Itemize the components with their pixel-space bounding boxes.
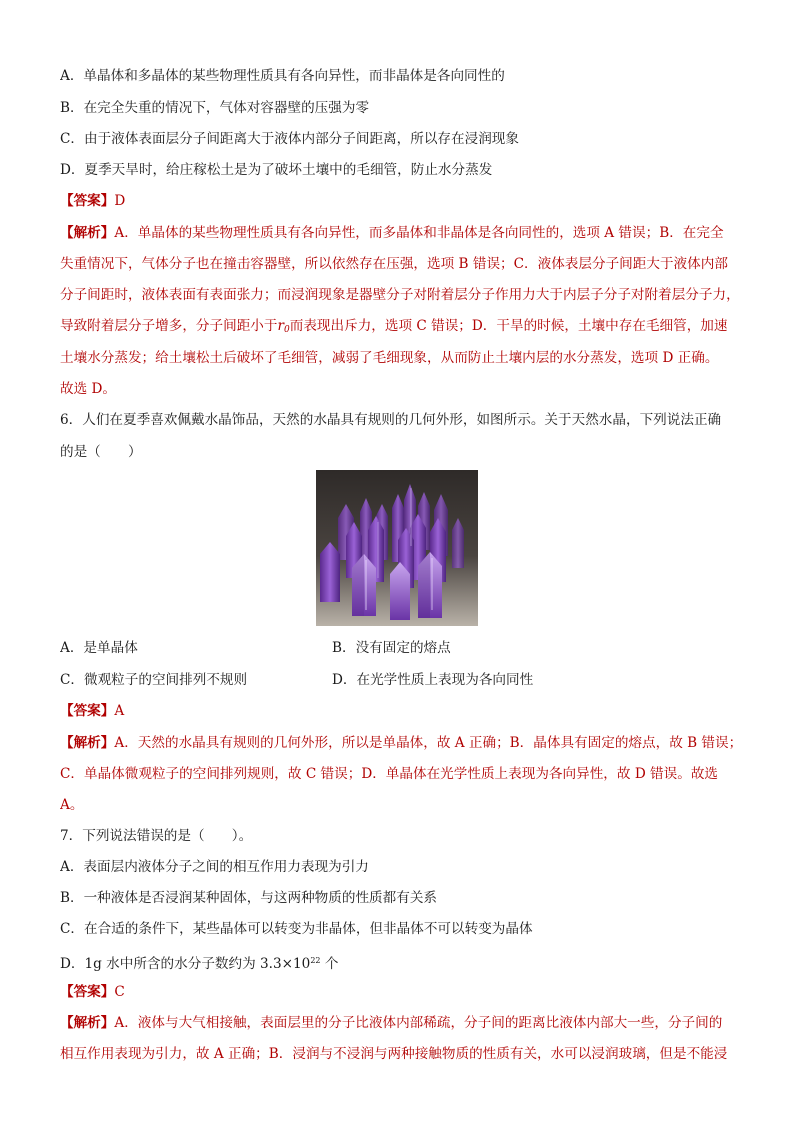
q5-option-b: B．在完全失重的情况下，气体对容器壁的压强为零 xyxy=(60,100,370,116)
q5-analysis-line-3: 分子间距时，液体表面有表面张力；而浸润现象是器壁分子对附着层分子作用力大于内层子分子对附着层分子力， xyxy=(60,287,740,303)
q6-analysis-line-1: 【解析】A．天然的水晶具有规则的几何外形，所以是单晶体，故 A 正确；B．晶体具有固定的熔点，故 B 错误； xyxy=(60,735,743,751)
q7-analysis-line-1: 【解析】A．液体与大气相接触，表面层里的分子比液体内部稀疏，分子间的距离比液体内部大一些，分子间的 xyxy=(60,1015,723,1031)
q5-analysis-line-2: 失重情况下，气体分子也在撞击容器壁，所以依然存在压强，选项 B 错误；C．液体表层分子间距大于液体内部 xyxy=(60,256,728,272)
q6-analysis-line-3: A。 xyxy=(60,797,84,813)
q7-option-d: D．1g 水中所含的水分子数约为 $3.3\times 10^{22}$ 个 xyxy=(60,956,339,972)
q6-answer-label: 【答案】 xyxy=(60,703,115,719)
q5-option-d: D．夏季天旱时，给庄稼松土是为了破坏土壤中的毛细管，防止水分蒸发 xyxy=(60,162,493,178)
q7-analysis-label: 【解析】 xyxy=(60,1015,115,1031)
q5-answer-value: D xyxy=(114,193,126,209)
q6-option-b: B．没有固定的熔点 xyxy=(332,640,451,656)
q6-analysis-label: 【解析】 xyxy=(60,735,115,751)
q6-option-c: C．微观粒子的空间排列不规则 xyxy=(60,672,248,688)
q7-option-a: A．表面层内液体分子之间的相互作用力表现为引力 xyxy=(60,859,369,875)
q7-analysis-line-2: 相互作用表现为引力，故 A 正确；B．浸润与不浸润与两种接触物质的性质有关，水可以浸润玻璃，但是不能浸 xyxy=(60,1046,728,1062)
q7-option-b: B．一种液体是否浸润某种固体，与这两种物质的性质都有关系 xyxy=(60,890,438,906)
q5-analysis-line-4: 导致附着层分子增多，分子间距小于$r_0$而表现出斥力，选项 C 错误；D．干旱的时候，土壤中存在毛细管，加速 xyxy=(60,318,728,335)
q5-analysis-line-6: 故选 D。 xyxy=(60,381,117,397)
q6-answer-value: A xyxy=(114,703,125,719)
r0-symbol: r xyxy=(277,318,284,334)
q5-answer-label: 【答案】 xyxy=(60,193,115,209)
exponent: 22 xyxy=(310,956,321,965)
q5-option-a: A．单晶体和多晶体的某些物理性质具有各向异性，而非晶体是各向同性的 xyxy=(60,68,505,84)
q6-stem-line-2: 的是（ ） xyxy=(60,444,142,460)
q6-analysis-line-2: C．单晶体微观粒子的空间排列规则，故 C 错误；D．单晶体在光学性质上表现为各向异性，故 D 错误。故选 xyxy=(60,766,719,782)
q6-options-row-2 xyxy=(60,670,750,690)
amethyst-crystals-photo xyxy=(316,470,478,626)
q5-answer xyxy=(60,191,750,211)
q7-answer-label: 【答案】 xyxy=(60,984,115,1000)
q6-stem-line-1: 6．人们在夏季喜欢佩戴水晶饰品，天然的水晶具有规则的几何外形，如图所示。关于天然水晶，下列说法正确 xyxy=(60,412,722,428)
q6-option-a: A．是单晶体 xyxy=(60,640,138,656)
q5-analysis-label: 【解析】 xyxy=(60,225,115,241)
q7-answer xyxy=(60,982,750,1002)
q6-answer xyxy=(60,701,750,721)
q5-analysis-line-5: 土壤水分蒸发；给土壤松土后破坏了毛细管，减弱了毛细现象，从而防止土壤内层的水分蒸发，选项 D 正确。 xyxy=(60,350,719,366)
q5-analysis-line-1: 【解析】A．单晶体的某些物理性质具有各向异性，而多晶体和非晶体是各向同性的，选项 A 错误；B．在完全 xyxy=(60,225,724,241)
q7-answer-value: C xyxy=(114,984,125,1000)
q7-stem: 7．下列说法错误的是（ ）。 xyxy=(60,828,253,844)
q5-option-c: C．由于液体表面层分子间距离大于液体内部分子间距离，所以存在浸润现象 xyxy=(60,131,519,147)
q6-options-row-1 xyxy=(60,638,750,658)
q6-option-d: D．在光学性质上表现为各向同性 xyxy=(332,672,534,688)
q7-option-c: C．在合适的条件下，某些晶体可以转变为非晶体，但非晶体不可以转变为晶体 xyxy=(60,921,533,937)
